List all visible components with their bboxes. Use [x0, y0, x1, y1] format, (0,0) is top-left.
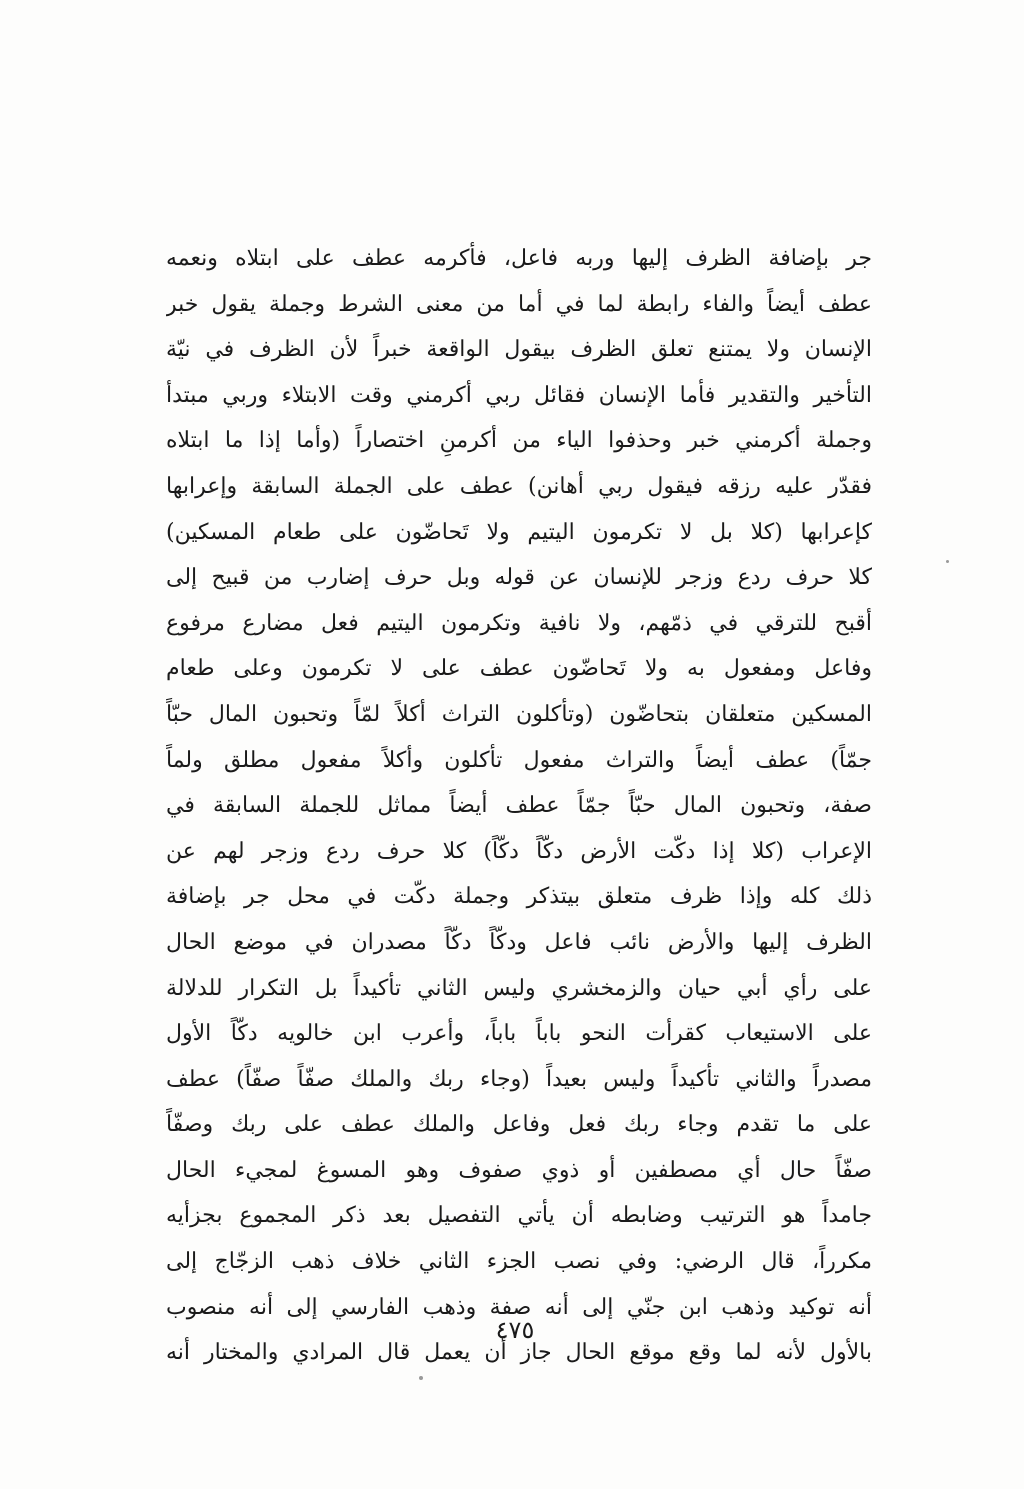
text-line: كإعرابها (كلا بل لا تكرمون اليتيم ولا تَحاضّون على طعام المسكين)	[166, 519, 872, 545]
text-line: ذلك كله وإذا ظرف متعلق بيتذكر وجملة دكّت في محل جر بإضافة	[166, 884, 872, 910]
scan-speck	[419, 1376, 423, 1380]
text-line: جامداً هو الترتيب وضابطه أن يأتي التفصيل بعد ذكر المجموع بجزأيه	[166, 1203, 872, 1229]
text-line: الظرف إليها والأرض نائب فاعل ودكّاً دكّاً مصدران في موضع الحال	[166, 929, 872, 955]
text-line: التأخير والتقدير فأما الإنسان فقائل ربي أكرمني وقت الابتلاء وربي مبتدأ	[166, 382, 872, 408]
text-line: الإعراب (كلا إذا دكّت الأرض دكّاً دكّاً) كلا حرف ردع وزجر لهم عن	[166, 838, 872, 864]
text-line: على ما تقدم وجاء ربك فعل وفاعل والملك عطف على ربك وصفّاً	[166, 1112, 872, 1138]
text-line: جر بإضافة الظرف إليها وربه فاعل، فأكرمه عطف على ابتلاه ونعمه	[166, 246, 872, 271]
text-line: وجملة أكرمني خبر وحذفوا الياء من أكرمنِ اختصاراً (وأما إذا ما ابتلاه	[166, 428, 872, 454]
text-line: وفاعل ومفعول به ولا تَحاضّون عطف على لا تكرمون وعلى طعام	[166, 656, 872, 682]
text-line: صفّاً حال أي مصطفين أو ذوي صفوف وهو المسوغ لمجيء الحال	[166, 1157, 872, 1183]
text-line: على الاستيعاب كقرأت النحو باباً باباً، وأعرب ابن خالويه دكّاً الأول	[166, 1021, 872, 1047]
text-line: أقبح للترقي في ذمّهم، ولا نافية وتكرمون اليتيم فعل مضارع مرفوع	[166, 610, 872, 636]
scan-speck	[946, 560, 949, 563]
text-line: المسكين متعلقان بتحاضّون (وتأكلون التراث أكلاً لمّاً وتحبون المال حبّاً	[166, 701, 872, 727]
text-line: أنه توكيد وذهب ابن جنّي إلى أنه صفة وذهب الفارسي إلى أنه منصوب	[166, 1294, 872, 1320]
text-line: الإنسان ولا يمتنع تعلق الظرف بيقول الواقعة خبراً لأن الظرف في نيّة	[166, 337, 872, 363]
text-line: جمّاً) عطف أيضاً والتراث مفعول تأكلون وأكلاً مفعول مطلق ولماً	[166, 747, 872, 773]
text-line: بالأول لأنه لما وقع موقع الحال جاز أن يعمل قال المرادي والمختار أنه	[166, 1340, 872, 1366]
text-line: مكرراً، قال الرضي: وفي نصب الجزء الثاني خلاف ذهب الزجّاج إلى	[166, 1249, 872, 1275]
body-text	[166, 236, 872, 1376]
text-line: صفة، وتحبون المال حبّاً جمّاً عطف أيضاً مماثل للجملة السابقة في	[166, 793, 872, 819]
text-line: عطف أيضاً والفاء رابطة لما في أما من معنى الشرط وجملة يقول خبر	[166, 291, 872, 317]
text-line: على رأي أبي حيان والزمخشري وليس الثاني تأكيداً بل التكرار للدلالة	[166, 975, 872, 1001]
text-line: مصدراً والثاني تأكيداً وليس بعيداً (وجاء ربك والملك صفّاً صفّاً) عطف	[166, 1066, 872, 1092]
page-number: ٤٧٥	[495, 1316, 535, 1344]
text-line: كلا حرف ردع وزجر للإنسان عن قوله وبل حرف إضارب من قبيح إلى	[166, 565, 872, 591]
text-line: فقدّر عليه رزقه فيقول ربي أهانن) عطف على الجملة السابقة وإعرابها	[166, 473, 872, 499]
